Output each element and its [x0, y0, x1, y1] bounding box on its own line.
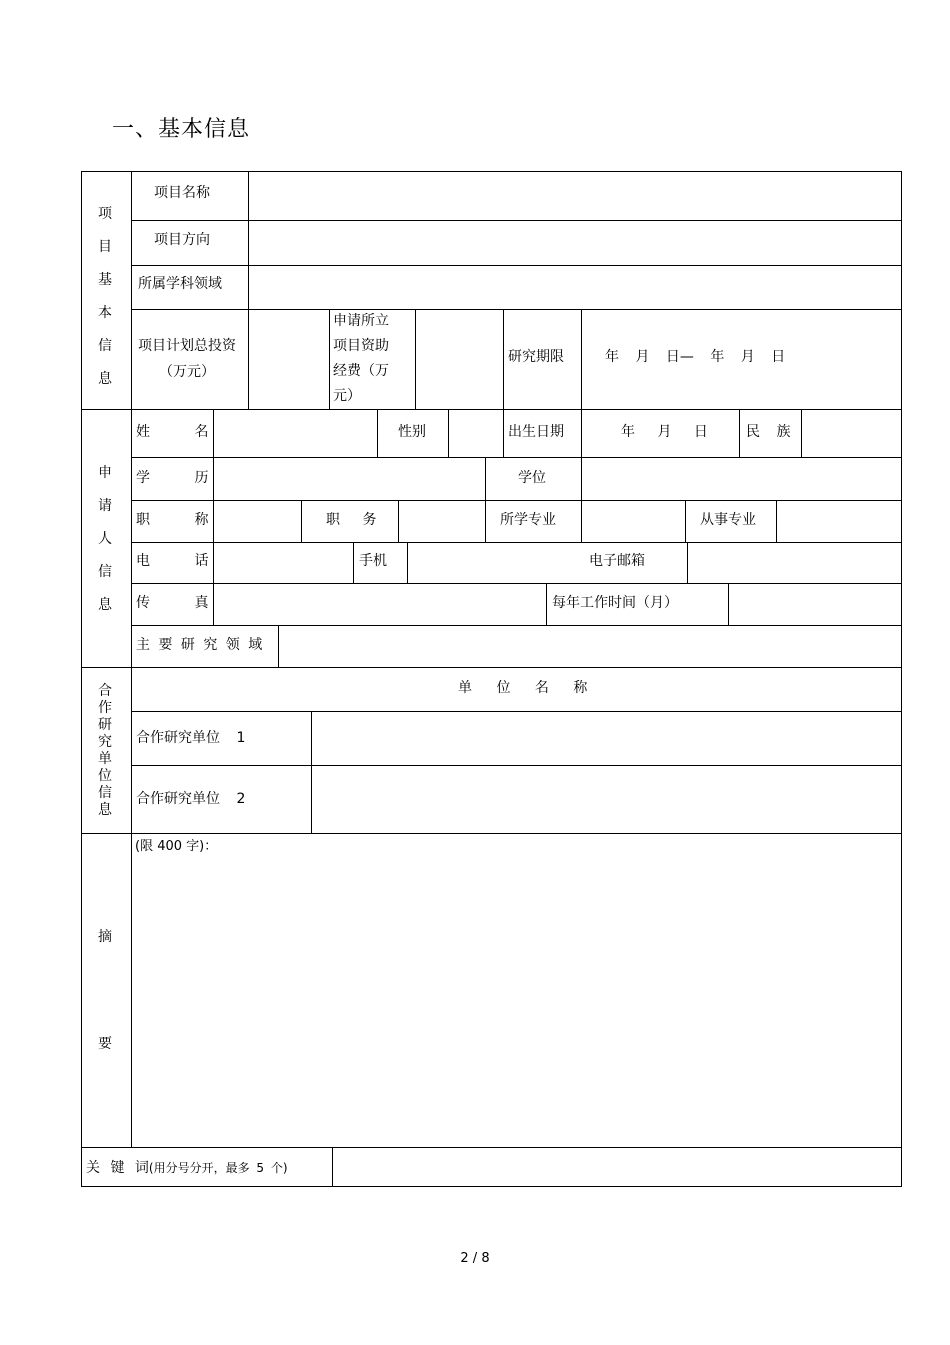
side-char: 息 — [98, 371, 112, 387]
research-field-input[interactable] — [279, 626, 902, 667]
row-divider — [131, 309, 902, 310]
side-char: 申 — [98, 465, 112, 481]
col-divider — [546, 583, 547, 625]
degree-label: 学位 — [518, 470, 546, 486]
email-field[interactable] — [688, 543, 902, 583]
side-char: 本 — [98, 305, 112, 321]
work-time-field[interactable] — [729, 584, 902, 625]
birth-date-field[interactable]: 年 月 日 — [621, 424, 708, 440]
abstract-label-bottom: 要 — [98, 1036, 112, 1052]
basic-info-form — [81, 171, 902, 1187]
ethnicity-label: 民 族 — [746, 424, 791, 440]
col-divider — [301, 500, 302, 542]
phone-label: 电 话 — [136, 553, 209, 569]
partner-unit2-field[interactable] — [312, 766, 902, 833]
project-direction-label: 项目方向 — [154, 232, 210, 248]
side-char: 请 — [98, 498, 112, 514]
side-char: 究 — [98, 734, 112, 750]
page-heading: 一、基本信息 — [112, 117, 251, 142]
work-major-label: 从事专业 — [700, 512, 756, 528]
page-number: 2 / 8 — [460, 1251, 490, 1266]
education-field[interactable] — [214, 458, 485, 500]
position-field[interactable] — [399, 501, 485, 542]
col-divider — [685, 500, 686, 542]
ethnicity-field[interactable] — [802, 410, 902, 457]
title-field[interactable] — [214, 501, 301, 542]
section-divider — [82, 833, 902, 834]
project-section-label — [95, 198, 115, 396]
side-char: 研 — [98, 717, 112, 733]
partner-unit1-field[interactable] — [312, 712, 902, 765]
col-divider — [503, 409, 504, 457]
project-direction-field[interactable] — [249, 221, 902, 265]
col-divider — [581, 309, 582, 409]
fax-field[interactable] — [214, 584, 546, 625]
keywords-note: (用分号分开，最多 5 个) — [148, 1161, 288, 1175]
total-investment-field[interactable] — [249, 310, 329, 409]
side-char: 息 — [98, 597, 112, 613]
email-label: 电子邮箱 — [589, 553, 645, 569]
side-char: 合 — [98, 683, 112, 699]
partner-unit1-label: 合作研究单位 1 — [136, 730, 246, 746]
research-period-label: 研究期限 — [508, 349, 564, 365]
keywords-title: 关 键 词 — [86, 1160, 149, 1176]
research-period-field[interactable]: 年 月 日— 年 月 日 — [605, 349, 786, 365]
side-char: 信 — [98, 564, 112, 580]
project-name-field[interactable] — [249, 172, 902, 220]
name-field[interactable] — [214, 410, 377, 457]
abstract-textarea[interactable] — [132, 858, 902, 1146]
work-time-label: 每年工作时间（月） — [552, 595, 678, 611]
col-divider — [485, 457, 486, 542]
research-field-label: 主 要 研 究 领 域 — [136, 637, 263, 653]
side-char: 项 — [98, 206, 112, 222]
side-char: 息 — [98, 802, 112, 818]
mobile-label: 手机 — [359, 553, 387, 569]
project-name-label: 项目名称 — [154, 185, 210, 201]
side-char: 单 — [98, 751, 112, 767]
abstract-limit-note: (限 400 字)： — [135, 839, 218, 854]
education-label: 学 历 — [136, 470, 209, 486]
position-label: 职 务 — [326, 512, 377, 528]
side-char: 基 — [98, 272, 112, 288]
keywords-field[interactable] — [333, 1148, 902, 1187]
col-divider — [739, 409, 740, 457]
partner-unit2-label: 合作研究单位 2 — [136, 791, 246, 807]
discipline-field[interactable] — [249, 266, 902, 309]
section-divider — [82, 667, 902, 668]
gender-label: 性别 — [398, 424, 426, 440]
gender-field[interactable] — [449, 410, 503, 457]
total-investment-label: 项目计划总投资（万元） — [138, 338, 236, 380]
birth-date-label: 出生日期 — [508, 424, 564, 440]
side-char: 信 — [98, 338, 112, 354]
side-char: 信 — [98, 785, 112, 801]
funding-field[interactable] — [416, 310, 503, 409]
applicant-section-label — [95, 457, 115, 622]
col-divider — [503, 309, 504, 409]
fax-label: 传 真 — [136, 595, 209, 611]
col-divider — [353, 542, 354, 583]
funding-label: 申请所立项目资助经费（万元） — [333, 313, 389, 404]
discipline-label: 所属学科领域 — [138, 276, 222, 292]
keywords-label — [86, 1158, 288, 1178]
phone-field[interactable] — [214, 543, 353, 583]
degree-field[interactable] — [582, 458, 902, 500]
unit-name-header: 单 位 名 称 — [458, 680, 588, 696]
col-divider — [377, 409, 378, 457]
side-char: 目 — [98, 239, 112, 255]
work-major-field[interactable] — [777, 501, 902, 542]
major-field[interactable] — [582, 501, 685, 542]
side-char: 人 — [98, 531, 112, 547]
name-label: 姓 名 — [136, 424, 209, 440]
abstract-label-top: 摘 — [98, 929, 112, 945]
major-label: 所学专业 — [500, 512, 556, 528]
title-label: 职 称 — [136, 512, 209, 528]
mobile-field[interactable] — [408, 543, 581, 583]
partner-section-label — [95, 683, 115, 819]
col-divider — [329, 309, 330, 409]
side-char: 位 — [98, 768, 112, 784]
side-char: 作 — [98, 700, 112, 716]
